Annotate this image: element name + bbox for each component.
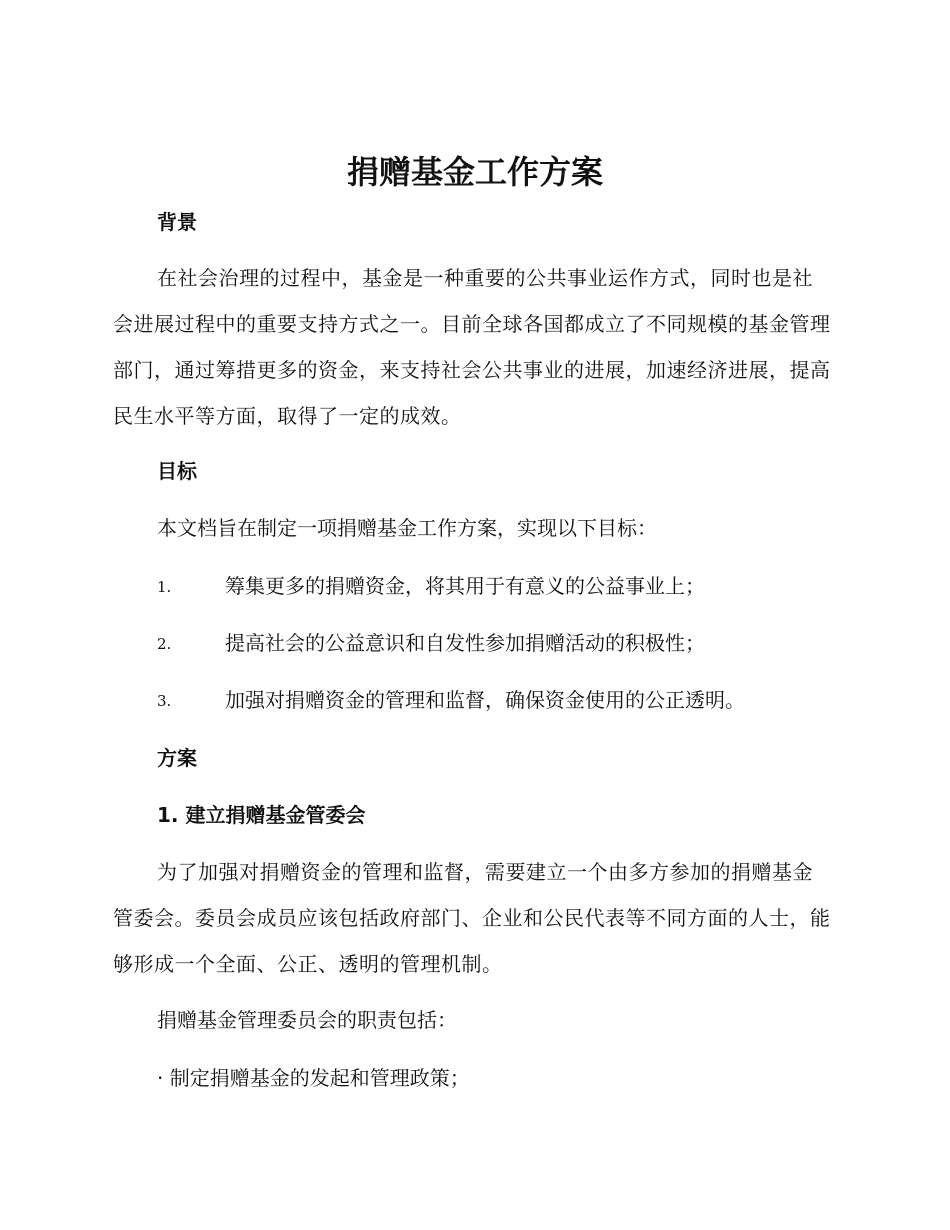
- document-title: 捐赠基金工作方案: [346, 153, 603, 191]
- list-number: 3.: [157, 692, 172, 710]
- plan-paragraph: 为了加强对捐赠资金的管理和监督，需要建立一个由多方参加的捐赠基金管委会。委员会成员应该包括政府部门、企业和公民代表等不同方面的人士，能够形成一个全面、公正、透明的管理机制。: [113, 860, 831, 976]
- duty-bullet-1: · 制定捐赠基金的发起和管理政策；: [157, 1066, 470, 1090]
- list-number: 1.: [157, 578, 172, 596]
- list-text: 提高社会的公益意识和自发性参加捐赠活动的积极性；: [225, 631, 705, 655]
- section-heading-plan: 方案: [157, 746, 197, 770]
- list-text: 加强对捐赠资金的管理和监督，确保资金使用的公正透明。: [225, 688, 745, 712]
- goal-list-item-3: [157, 685, 837, 715]
- section-heading-goals: 目标: [157, 459, 197, 483]
- goals-intro: 本文档旨在制定一项捐赠基金工作方案，实现以下目标：: [157, 516, 657, 540]
- list-number: 2.: [157, 635, 172, 653]
- goal-list-item-1: [157, 571, 837, 601]
- goal-list-item-2: [157, 628, 837, 658]
- plan-subheading: 1. 建立捐赠基金管委会: [157, 803, 366, 827]
- duties-intro: 捐赠基金管理委员会的职责包括：: [157, 1008, 457, 1032]
- section-heading-background: 背景: [157, 210, 197, 234]
- list-text: 筹集更多的捐赠资金，将其用于有意义的公益事业上；: [225, 574, 705, 598]
- background-paragraph: 在社会治理的过程中，基金是一种重要的公共事业运作方式，同时也是社会进展过程中的重要支持方式之一。目前全球各国都成立了不同规模的基金管理部门，通过筹措更多的资金，来支持社会公共事业的进展，加速经济进展，提高民生水平等方面，取得了一定的成效。: [113, 266, 831, 428]
